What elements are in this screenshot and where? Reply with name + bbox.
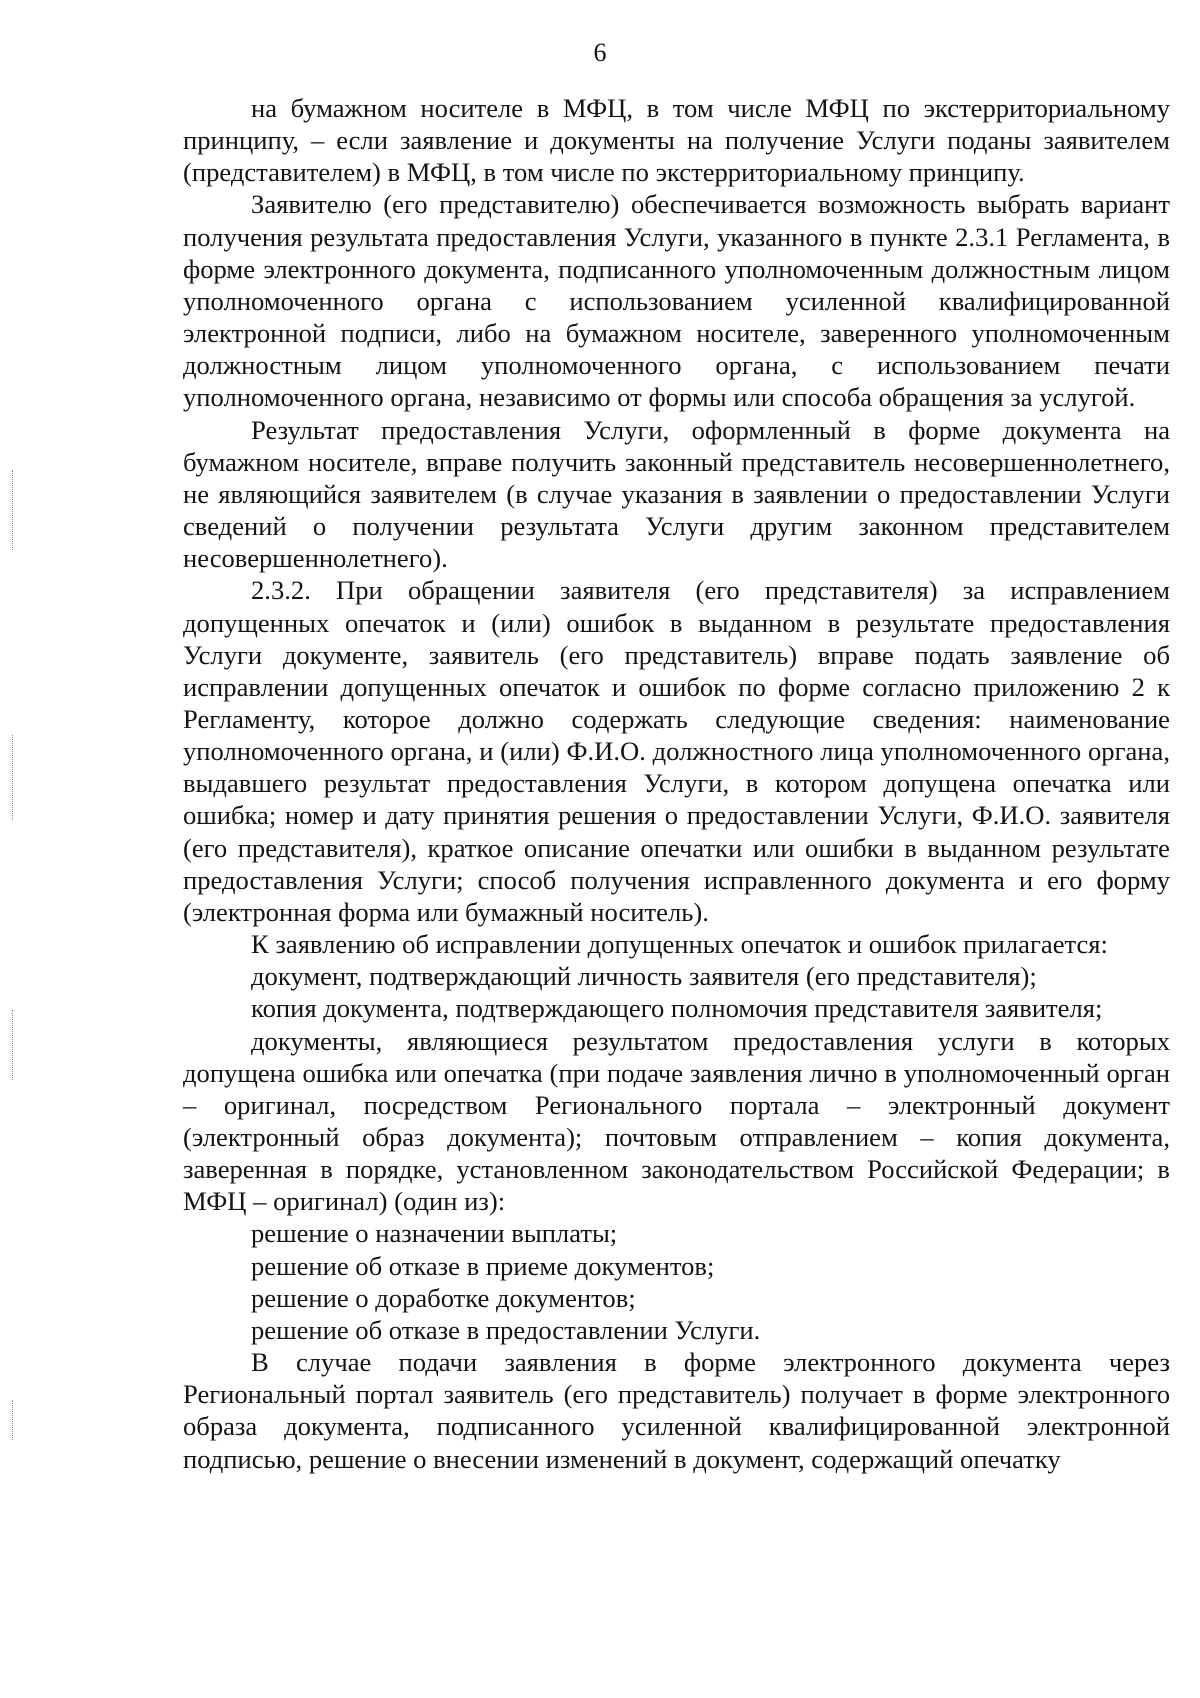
list-item: решение об отказе в предоставлении Услуги.: [251, 1314, 761, 1345]
paragraph: на бумажном носителе в МФЦ, в том числе МФЦ по экстерриториальному принципу, – если заявление и документы на получение Услуги поданы заявителем (представителем) в МФЦ, в том числе по экстерриториальному принципу.: [183, 93, 1170, 188]
paragraph: В случае подачи заявления в форме электронного документа через Региональный портал заявитель (его представитель) получает в форме электронного образа документа, подписанного усиленной квалифицированной электронной подписью, решение о внесении изменений в документ, содержащий опечатку: [183, 1347, 1170, 1474]
scan-artifact-mark: [12, 1400, 13, 1440]
paragraph: 2.3.2. При обращении заявителя (его представителя) за исправлением допущенных опечаток и (или) ошибок в выданном в результате предоставления Услуги документе, заявитель (его представитель) вправе подать заявление об исправлении допущенных опечаток и ошибок по форме согласно приложению 2 к Регламенту, которое должно содержать следующие сведения: наименование уполномоченного органа, и (или) Ф.И.О. должностного лица уполномоченного органа, выдавшего результат предоставления Услуги, в котором допущена опечатка или ошибка; номер и дату принятия решения о предоставлении Услуги, Ф.И.О. заявителя (его представителя), краткое описание опечатки или ошибки в выданном результате предоставления Услуги; способ получения исправленного документа и его форму (электронная форма или бумажный носитель).: [183, 575, 1170, 927]
list-item: решение о доработке документов;: [251, 1282, 636, 1313]
document-body: [183, 92, 1170, 1475]
list-item: документ, подтверждающий личность заявителя (его представителя);: [251, 961, 1037, 992]
scan-artifact-mark: [12, 735, 13, 820]
scan-artifact-mark: [12, 1010, 13, 1080]
paragraph: Результат предоставления Услуги, оформленный в форме документа на бумажном носителе, вправе получить законный представитель несовершеннолетнего, не являющийся заявителем (в случае указания в заявлении о предоставлении Услуги сведений о получении результата Услуги другим законном представителем несовершеннолетнего).: [183, 414, 1170, 574]
page-number: 6: [593, 38, 607, 67]
paragraph: К заявлению об исправлении допущенных опечаток и ошибок прилагается:: [251, 929, 1108, 960]
list-item: документы, являющиеся результатом предоставления услуги в которых допущена ошибка или опечатка (при подаче заявления лично в уполномоченный орган – оригинал, посредством Регионального портала – электронный документ (электронный образ документа); почтовым отправлением – копия документа, заверенная в порядке, установленном законодательством Российской Федерации; в МФЦ – оригинал) (один из):: [183, 1025, 1170, 1217]
list-item: решение об отказе в приеме документов;: [251, 1250, 715, 1281]
paragraph: Заявителю (его представителю) обеспечивается возможность выбрать вариант получения результата предоставления Услуги, указанного в пункте 2.3.1 Регламента, в форме электронного документа, подписанного уполномоченным должностным лицом уполномоченного органа с использованием усиленной квалифицированной электронной подписи, либо на бумажном носителе, заверенного уполномоченным должностным лицом уполномоченного органа, с использованием печати уполномоченного органа, независимо от формы или способа обращения за услугой.: [183, 189, 1170, 413]
list-item: копия документа, подтверждающего полномочия представителя заявителя;: [251, 993, 1103, 1024]
list-item: решение о назначении выплаты;: [251, 1218, 618, 1249]
scan-artifact-mark: [12, 470, 13, 550]
